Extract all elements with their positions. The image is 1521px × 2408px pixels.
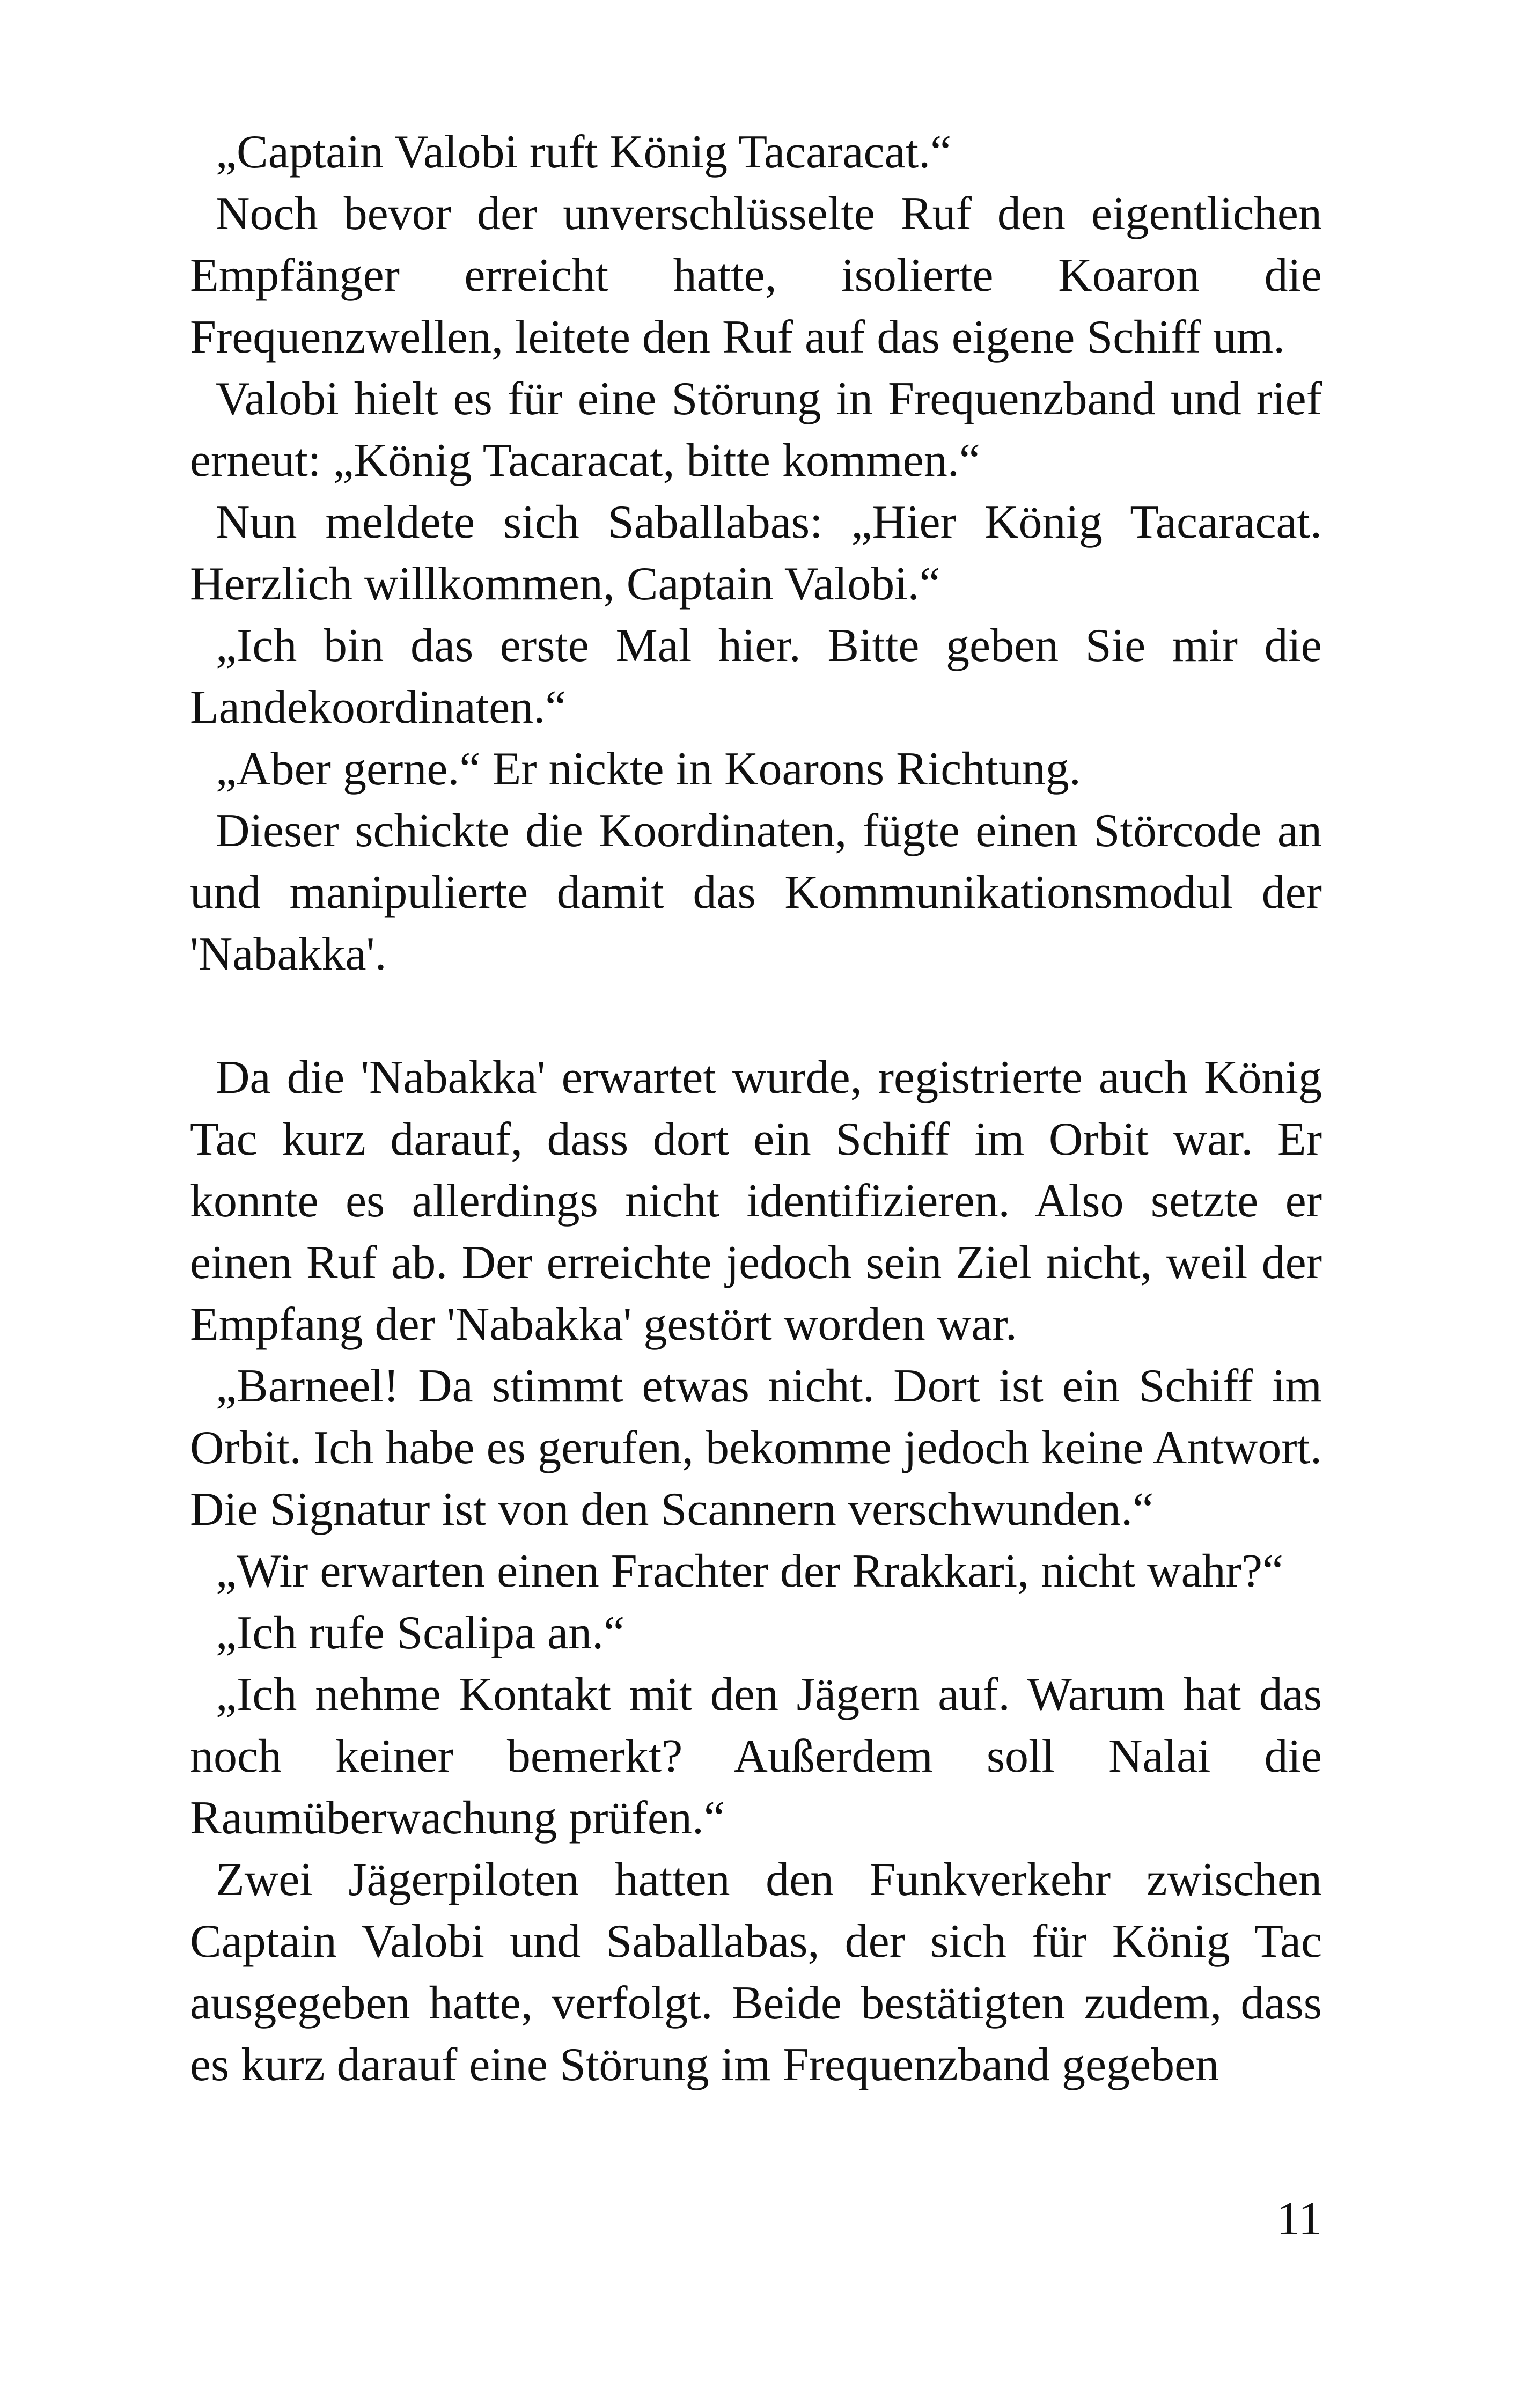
paragraph: „Ich nehme Kontakt mit den Jägern auf. Warum hat das noch keiner bemerkt? Außerdem soll Nalai die Raumüberwachung prüfen.“ [190, 1669, 1322, 1844]
paragraph: „Captain Valobi ruft König Tacaracat.“ [216, 126, 952, 178]
paragraph: „Barneel! Da stimmt etwas nicht. Dort ist ein Schiff im Orbit. Ich habe es gerufen, bekomme jedoch keine Antwort. Die Signatur ist von den Scannern verschwunden.“ [190, 1360, 1322, 1536]
paragraph: Valobi hielt es für eine Störung in Frequenzband und rief erneut: „König Tacaracat, bitte kommen.“ [190, 373, 1322, 487]
paragraph: Dieser schickte die Koordinaten, fügte einen Störcode an und manipulierte damit das Kommunikationsmodul der 'Nabakka'. [190, 805, 1322, 980]
book-page-body [190, 121, 1322, 2096]
paragraph: Da die 'Nabakka' erwartet wurde, registrierte auch König Tac kurz darauf, dass dort ein Schiff im Orbit war. Er konnte es allerdings nicht identifizieren. Also setzte er einen Ruf ab. Der erreichte jedoch sein Ziel nicht, weil der Empfang der 'Nabakka' gestört worden war. [190, 1052, 1322, 1350]
paragraph: „Ich rufe Scalipa an.“ [216, 1607, 625, 1659]
paragraph: Nun meldete sich Saballabas: „Hier König Tacaracat. Herzlich willkommen, Captain Valobi.“ [190, 496, 1322, 610]
paragraph: Noch bevor der unverschlüsselte Ruf den eigentlichen Empfänger erreicht hatte, isolierte Koaron die Frequenzwellen, leitete den Ruf auf das eigene Schiff um. [190, 188, 1322, 363]
section-break [190, 985, 1322, 1047]
paragraph: Zwei Jägerpiloten hatten den Funkverkehr zwischen Captain Valobi und Saballabas, der sich für König Tac ausgegeben hatte, verfolgt. Beide bestätigten zudem, dass es kurz darauf eine Störung im Frequenzband gegeben [190, 1854, 1322, 2091]
paragraph: „Ich bin das erste Mal hier. Bitte geben Sie mir die Landekoordinaten.“ [190, 620, 1322, 733]
page-number: 11 [1276, 2193, 1322, 2245]
paragraph: „Wir erwarten einen Frachter der Rrakkari, nicht wahr?“ [216, 1545, 1284, 1597]
paragraph: „Aber gerne.“ Er nickte in Koarons Richtung. [216, 743, 1081, 795]
